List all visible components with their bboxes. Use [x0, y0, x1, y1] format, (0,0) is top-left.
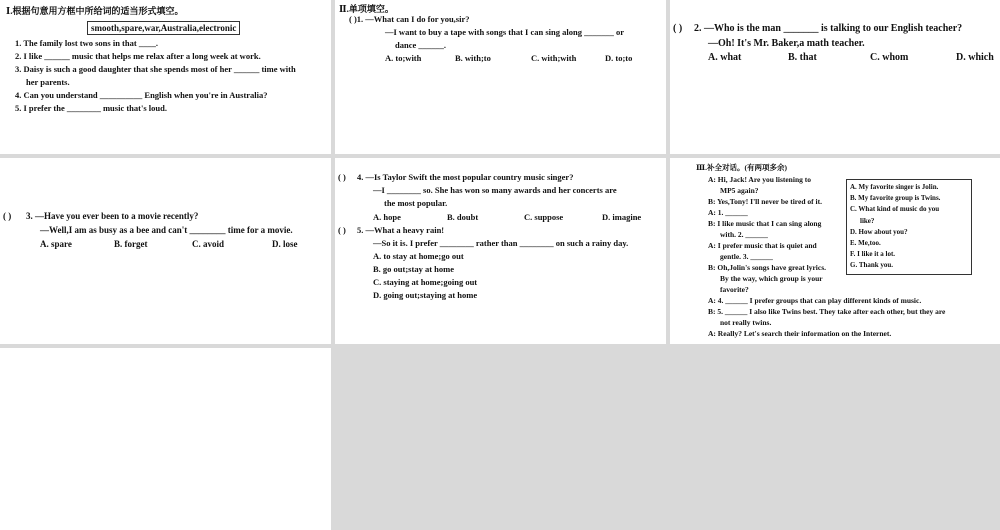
option-e: E. Me,too.: [850, 239, 881, 248]
q4-option-d: D. imagine: [602, 212, 642, 222]
dialogue-blank-4: A: 4. ______ I prefer groups that can play different kinds of music.: [708, 296, 922, 305]
fill-item-4: 4. Can you understand __________ English when you're in Australia?: [15, 90, 268, 100]
q2-option-c: C. whom: [870, 52, 909, 63]
dialogue-line: A: I prefer music that is quiet and: [708, 241, 817, 250]
dialogue-line: B: Oh,Jolin's songs have great lyrics.: [708, 263, 826, 272]
fill-in-panel: [0, 0, 331, 154]
option-g: G. Thank you.: [850, 261, 894, 270]
q4-line-1: 4. —Is Taylor Swift the most popular country music singer?: [357, 172, 574, 182]
q1-option-c: C. with;with: [531, 53, 577, 63]
choice-panel-4: [335, 158, 666, 344]
dialogue-line: favorite?: [720, 285, 749, 294]
q4-line-3: the most popular.: [384, 198, 448, 208]
choice-panel-2: [670, 0, 1000, 154]
fill-item-1: 1. The family lost two sons in that ____.: [15, 38, 158, 48]
q5-option-a: A. to stay at home;go out: [373, 251, 464, 261]
q3-option-c: C. avoid: [192, 239, 225, 249]
dialogue-panel: [670, 158, 1000, 344]
q3-option-b: B. forget: [114, 239, 148, 249]
choice-panel-3: [0, 158, 331, 344]
q3-option-d: D. lose: [272, 239, 298, 249]
option-b: B. My favorite group is Twins.: [850, 194, 941, 203]
q1-line-1: ( )1. —What can I do for you,sir?: [349, 14, 470, 24]
option-d: D. How about you?: [850, 227, 908, 236]
fill-item-5: 5. I prefer the ________ music that's loud.: [15, 103, 167, 113]
option-c-cont: like?: [860, 216, 875, 225]
dialogue-blank-5: B: 5. ______ I also like Twins best. They take after each other, but they are: [708, 307, 946, 316]
option-c: C. What kind of music do you: [850, 205, 940, 214]
dialogue-blank-1: A: 1. ______: [708, 208, 748, 217]
q1-option-d: D. to;to: [605, 53, 633, 63]
q5-option-b: B. go out;stay at home: [373, 264, 454, 274]
q1-option-a: A. to;with: [385, 53, 422, 63]
q2-line-1: 2. —Who is the man _______ is talking to our English teacher?: [694, 23, 963, 34]
dialogue-blank-2: with. 2. ______: [720, 230, 768, 239]
dialogue-line: not really twins.: [720, 318, 772, 327]
q2-option-d: D. which: [956, 52, 994, 63]
blank-panel: [0, 348, 331, 530]
q5-line-2: —So it is. I prefer ________ rather than ________ on such a rainy day.: [373, 238, 629, 248]
dialogue-blank-3: gentle. 3. ______: [720, 252, 773, 261]
q3-paren: ( ): [3, 211, 12, 221]
q4-paren: ( ): [338, 172, 346, 182]
dialogue-line: A: Really? Let's search their information on the Internet.: [708, 329, 892, 338]
section-3-heading: Ⅲ.补全对话。(有两项多余): [696, 163, 788, 172]
q2-line-2: —Oh! It's Mr. Baker,a math teacher.: [708, 38, 865, 49]
q5-line-1: 5. —What a heavy rain!: [357, 225, 445, 235]
dialogue-line: B: Yes,Tony! I'll never be tired of it.: [708, 197, 822, 206]
section-1-heading: Ⅰ.根据句意用方框中所给词的适当形式填空。: [6, 6, 184, 16]
q2-option-b: B. that: [788, 52, 817, 63]
option-a: A. My favorite singer is Jolin.: [850, 183, 939, 191]
dialogue-line: By the way, which group is your: [720, 274, 823, 283]
fill-item-3: 3. Daisy is such a good daughter that she spends most of her ______ time with: [15, 64, 296, 74]
q2-option-a: A. what: [708, 52, 742, 63]
q2-paren: ( ): [673, 23, 683, 34]
dialogue-line: MP5 again?: [720, 186, 759, 195]
q4-option-b: B. doubt: [447, 212, 479, 222]
q5-option-d: D. going out;staying at home: [373, 290, 478, 300]
fill-item-2: 2. I like ______ music that helps me relax after a long week at work.: [15, 51, 261, 61]
option-f: F. I like it a lot.: [850, 250, 896, 259]
q3-line-1: 3. —Have you ever been to a movie recently?: [26, 211, 199, 221]
q1-option-b: B. with;to: [455, 53, 491, 63]
q5-paren: ( ): [338, 225, 346, 235]
q4-option-a: A. hope: [373, 212, 401, 222]
dialogue-line: B: I like music that I can sing along: [708, 219, 822, 228]
section-2-heading: Ⅱ.单项填空。: [339, 4, 394, 14]
q5-option-c: C. staying at home;going out: [373, 277, 478, 287]
word-box: smooth,spare,war,Australia,electronic: [87, 21, 240, 35]
q4-option-c: C. suppose: [524, 212, 564, 222]
choice-panel-1: [335, 0, 666, 154]
q3-option-a: A. spare: [40, 239, 72, 249]
q1-line-2: —I want to buy a tape with songs that I can sing along _______ or: [385, 27, 624, 37]
dialogue-line: A: Hi, Jack! Are you listening to: [708, 175, 811, 184]
fill-item-3-cont: her parents.: [26, 77, 70, 87]
q4-line-2: —I ________ so. She has won so many awards and her concerts are: [373, 185, 617, 195]
q3-line-2: —Well,I am as busy as a bee and can't ________ time for a movie.: [40, 225, 293, 235]
options-box: [846, 179, 972, 275]
q1-line-3: dance ______.: [395, 40, 446, 50]
